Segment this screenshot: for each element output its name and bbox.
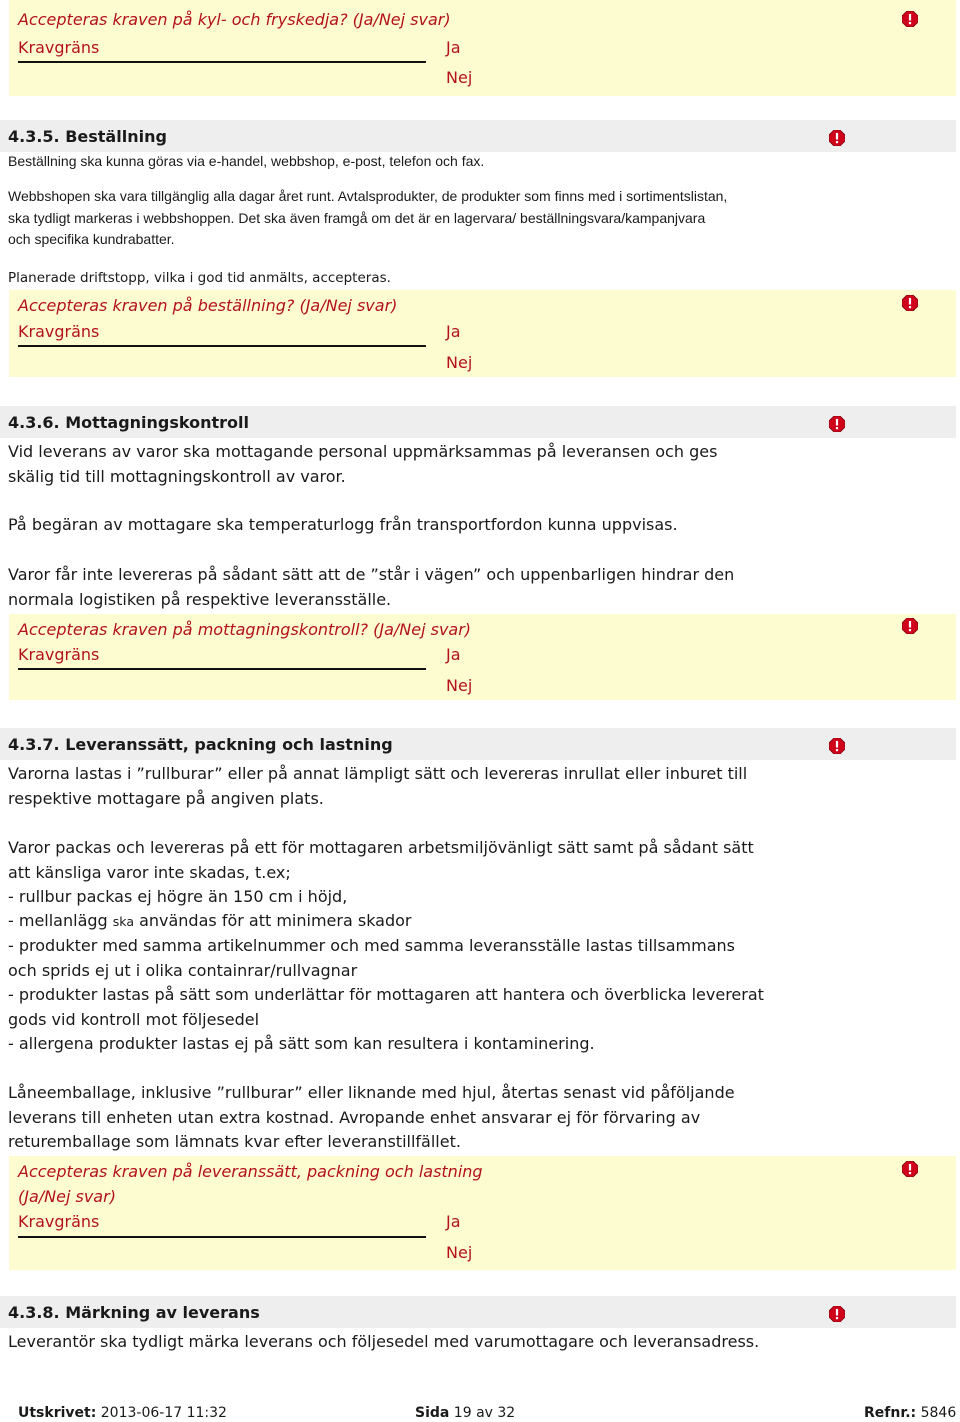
paragraph: Låneemballage, inklusive ”rullburar” eller liknande med hjul, återtas senast vid påföljande leverans till enheten utan extra kostnad. Avropande enhet ansvarar ej för förvaring av returemballage som lämnats kvar efter leveranstillfället. [8,1083,735,1151]
footer-printed-label: Utskrivet: [18,1405,97,1421]
section-heading: 4.3.6. Mottagningskontroll [8,413,249,432]
section-heading: 4.3.5. Beställning [8,127,167,146]
question-box-leveranssatt [9,1156,956,1270]
list-item: - rullbur packas ej högre än 150 cm i höjd, [8,887,348,906]
list-item [8,909,768,935]
paragraph: Varor packas och levereras på ett för mottagaren arbetsmiljövänligt sätt samt på sådant sätt att känsliga varor inte skadas, t.ex; [8,838,754,882]
kravgrans-label: Kravgräns [18,322,100,341]
warning-icon [902,295,918,311]
question-title: Accepteras kraven på leveranssätt, packning och lastning (Ja/Nej svar) [18,1162,483,1206]
kravgrans-label: Kravgräns [18,645,100,664]
option-nej[interactable]: Nej [446,676,473,695]
list-item: - produkter med samma artikelnummer och med samma leveransställe lastas tillsammans och sprids ej ut i olika containrar/rullvagnar [8,936,735,980]
warning-icon [902,618,918,634]
list-item-text: - mellanlägg [8,911,113,930]
kravgrans-label: Kravgräns [18,1212,100,1231]
paragraph: Vid leverans av varor ska mottagande personal uppmärksammas på leveransen och ges skälig tid till mottagningskontroll av varor. [8,442,718,486]
section-header-4-3-7 [0,728,956,760]
warning-icon [829,416,845,432]
question-box-kylkedja [9,0,956,96]
question-box-bestallning [9,290,956,377]
option-nej[interactable]: Nej [446,353,473,372]
kravgrans-line [18,345,426,347]
warning-icon [902,1161,918,1177]
section-header-4-3-6 [0,406,956,438]
option-ja[interactable]: Ja [446,1212,461,1231]
footer-refnr-label: Refnr.: [864,1405,917,1421]
option-ja[interactable]: Ja [446,38,461,57]
warning-icon [902,11,918,27]
warning-icon [829,1306,845,1322]
option-nej[interactable]: Nej [446,68,473,87]
kravgrans-line [18,61,426,63]
paragraph: Varorna lastas i ”rullburar” eller på annat lämpligt sätt och levereras inrullat eller inburet till respektive mottagare på angiven plats. [8,764,748,808]
option-ja[interactable]: Ja [446,322,461,341]
question-title: Accepteras kraven på mottagningskontroll? (Ja/Nej svar) [18,620,472,639]
paragraph: På begäran av mottagare ska temperaturlogg från transportfordon kunna uppvisas. [8,515,678,534]
paragraph: Varor får inte levereras på sådant sätt att de ”står i vägen” och uppenbarligen hindrar den normala logistiken på respektive leveransställe. [8,565,735,609]
list-item: - allergena produkter lastas ej på sätt som kan resultera i kontaminering. [8,1034,595,1053]
footer-page-value: 19 av 32 [449,1405,516,1421]
kravgrans-label: Kravgräns [18,38,100,57]
section-heading: 4.3.7. Leveranssätt, packning och lastning [8,735,393,754]
question-box-mottagningskontroll [9,614,956,700]
footer-page-label: Sida [415,1405,450,1421]
question-title: Accepteras kraven på beställning? (Ja/Nej svar) [18,296,398,315]
paragraph: Planerade driftstopp, vilka i god tid anmälts, accepteras. [8,270,391,286]
list-item-text: ska [112,914,134,929]
section-heading: 4.3.8. Märkning av leverans [8,1303,260,1322]
warning-icon [829,130,845,146]
footer-printed [18,1404,227,1422]
kravgrans-line [18,1236,426,1238]
footer-refnr [864,1404,956,1422]
section-header-4-3-5 [0,120,956,152]
section-header-4-3-8 [0,1296,956,1328]
list-item-text: användas för att minimera skador [133,911,412,930]
kravgrans-line [18,668,426,670]
paragraph: Webbshopen ska vara tillgänglig alla dagar året runt. Avtalsprodukter, de produkter som finns med i sortimentslistan, ska tydligt markeras i webbshoppen. Det ska även framgå om det är en lagervara/ beställningsvara/kampanjvara och specifika kundrabatter. [8,188,728,247]
list-item: - produkter lastas på sätt som underlättar för mottagaren att hantera och överblicka levererat gods vid kontroll mot följesedel [8,985,764,1029]
footer-page [415,1404,515,1422]
warning-icon [829,738,845,754]
paragraph: Leverantör ska tydligt märka leverans och följesedel med varumottagare och leveransadress. [8,1332,760,1351]
footer-printed-value: 2013-06-17 11:32 [96,1405,227,1421]
option-nej[interactable]: Nej [446,1243,473,1262]
question-title: Accepteras kraven på kyl- och fryskedja? (Ja/Nej svar) [18,10,451,29]
paragraph: Beställning ska kunna göras via e-handel, webbshop, e-post, telefon och fax. [8,153,485,169]
footer-refnr-value: 5846 [916,1405,957,1421]
option-ja[interactable]: Ja [446,645,461,664]
